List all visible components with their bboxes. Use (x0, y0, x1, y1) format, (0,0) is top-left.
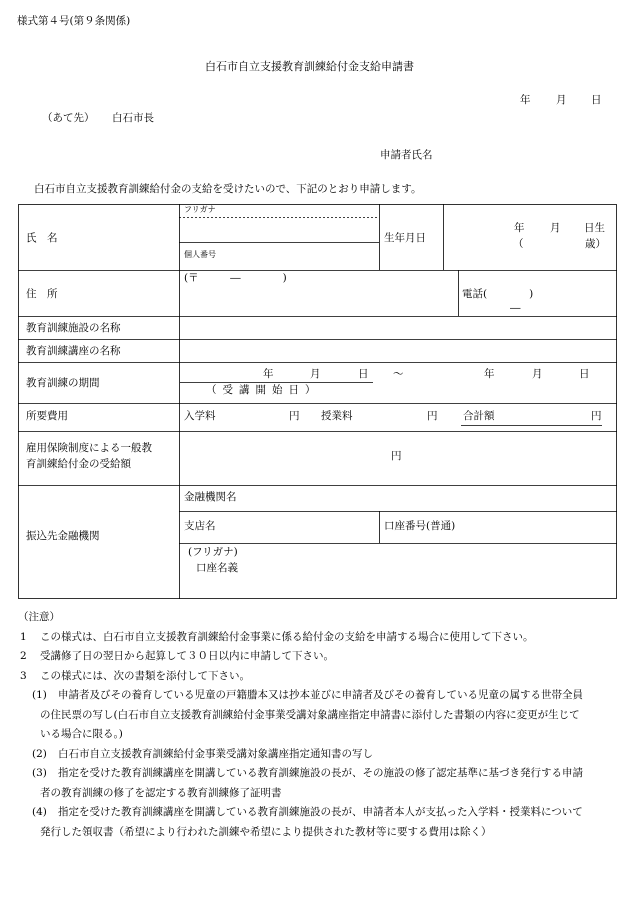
sub-item-1-line2 (18, 706, 618, 726)
addressee-prefix: （あて先） (42, 112, 95, 124)
sub-item-line: 指定を受けた教育訓練講座を開講している教育訓練施設の長が、その施設の修了認定基準に基づき発行する申請 (58, 767, 583, 779)
sub-item-line: 申請者及びその養育している児童の戸籍謄本又は抄本並びに申請者及びその養育している児童の属する世帯全員 (58, 689, 583, 701)
period-end-day: 日 (579, 368, 590, 380)
period-label: 教育訓練の期間 (26, 377, 100, 389)
bank-label: 振込先金融機関 (26, 530, 100, 542)
sub-item-line: 発行した領収書（希望により行われた訓練や希望により提供された教材等に要する費用は除く） (40, 825, 492, 838)
period-start-day: 日 (358, 368, 369, 380)
period-start-year: 年 (263, 368, 274, 380)
sub-item-1 (18, 686, 618, 706)
facility-label: 教育訓練施設の名称 (26, 322, 121, 334)
birth-day: 日生 (584, 222, 605, 234)
sub-item-line: 指定を受けた教育訓練講座を開講している教育訓練施設の長が、申請者本人が支払った入学料・授業料について (58, 806, 583, 818)
note-number: 2 (20, 650, 27, 662)
note-number: 1 (20, 630, 27, 643)
notes-heading: （注意） (18, 611, 60, 623)
sub-item-number: (2) (32, 747, 47, 760)
table-grid (18, 204, 617, 599)
applicant-name-label: 申請者氏名 (380, 149, 433, 161)
sub-item-number: (4) (32, 806, 47, 818)
sub-item-number: (1) (32, 689, 47, 701)
tuition-yen: 円 (427, 410, 438, 422)
sub-item-4-line2 (18, 823, 618, 843)
sub-item-3-line2 (18, 784, 618, 804)
sub-item-number: (3) (32, 767, 47, 779)
note-number: 3 (20, 669, 27, 682)
phone-label: 電話( ) (462, 288, 534, 300)
birthdate-label: 生年月日 (384, 232, 426, 244)
sub-item-4 (18, 803, 618, 823)
period-end-month: 月 (532, 368, 543, 380)
period-end-year: 年 (484, 368, 495, 380)
address-label: 住 所 (26, 288, 58, 300)
form-title: 白石市自立支援教育訓練給付金支給申請書 (205, 60, 414, 73)
bank-name-label: 金融機関名 (184, 491, 237, 503)
period-start-month: 月 (310, 368, 321, 380)
total-yen: 円 (591, 410, 602, 422)
sub-item-1-line3 (18, 725, 618, 745)
tuition-fee-label: 授業料 (321, 410, 353, 422)
note-item-2 (18, 647, 618, 667)
form-number: 様式第４号(第９条関係) (17, 15, 131, 27)
sub-item-2 (18, 745, 618, 765)
postal-code: (〒 ― ) (184, 272, 287, 284)
note-item-1 (18, 628, 618, 648)
birth-year: 年 (514, 222, 525, 234)
branch-label: 支店名 (184, 520, 216, 532)
date-year: 年 (520, 94, 531, 106)
period-start-caption: （受講開始日） (206, 384, 322, 396)
sub-item-line: 白石市自立支援教育訓練給付金事業受講対象講座指定通知書の写し (58, 747, 373, 760)
intro-text: 白石市自立支援教育訓練給付金の支給を受けたいので、下記のとおり申請します。 (34, 183, 422, 195)
note-text: この様式には、次の書類を添付して下さい。 (40, 669, 250, 682)
age-close: 歳） (585, 238, 606, 250)
date-day: 日 (591, 94, 602, 106)
admission-fee-label: 入学料 (184, 410, 216, 422)
sub-item-line: 者の教育訓練の修了を認定する教育訓練修了証明書 (40, 786, 282, 799)
total-label: 合計額 (463, 410, 495, 422)
admission-yen: 円 (289, 410, 300, 422)
insurance-yen: 円 (391, 450, 402, 462)
sub-item-line: いる場合に限る。) (40, 728, 123, 740)
name-label: 氏 名 (26, 232, 58, 244)
phone-dash: ― (510, 302, 521, 314)
date-month: 月 (556, 94, 567, 106)
cost-label: 所要費用 (26, 410, 68, 422)
age-open: （ (513, 238, 524, 250)
addressee: 白石市長 (112, 112, 154, 124)
sub-item-line: の住民票の写し(白石市自立支援教育訓練給付金事業受講対象講座指定申請書に添付した書類の内容に変更が生じて (40, 708, 580, 721)
note-text: この様式は、白石市自立支援教育訓練給付金事業に係る給付金の支給を申請する場合に使用して下さい。 (40, 630, 534, 643)
account-number-label: 口座番号(普通) (384, 520, 456, 532)
personal-number-label: 個人番号 (184, 250, 216, 259)
insurance-label-line1: 雇用保険制度による一般教 (26, 442, 152, 454)
notes-section (18, 608, 618, 842)
sub-item-3 (18, 764, 618, 784)
note-item-3 (18, 667, 618, 687)
holder-furigana-label: (フリガナ) (188, 546, 238, 558)
application-table (18, 204, 617, 599)
birth-month: 月 (550, 222, 561, 234)
course-label: 教育訓練講座の名称 (26, 345, 121, 357)
insurance-label-line2: 育訓練給付金の受給額 (26, 458, 131, 470)
holder-label: 口座名義 (196, 562, 238, 574)
period-tilde: ～ (393, 368, 404, 380)
furigana-label: フリガナ (184, 205, 216, 214)
note-text: 受講修了日の翌日から起算して３０日以内に申請して下さい。 (40, 650, 334, 662)
